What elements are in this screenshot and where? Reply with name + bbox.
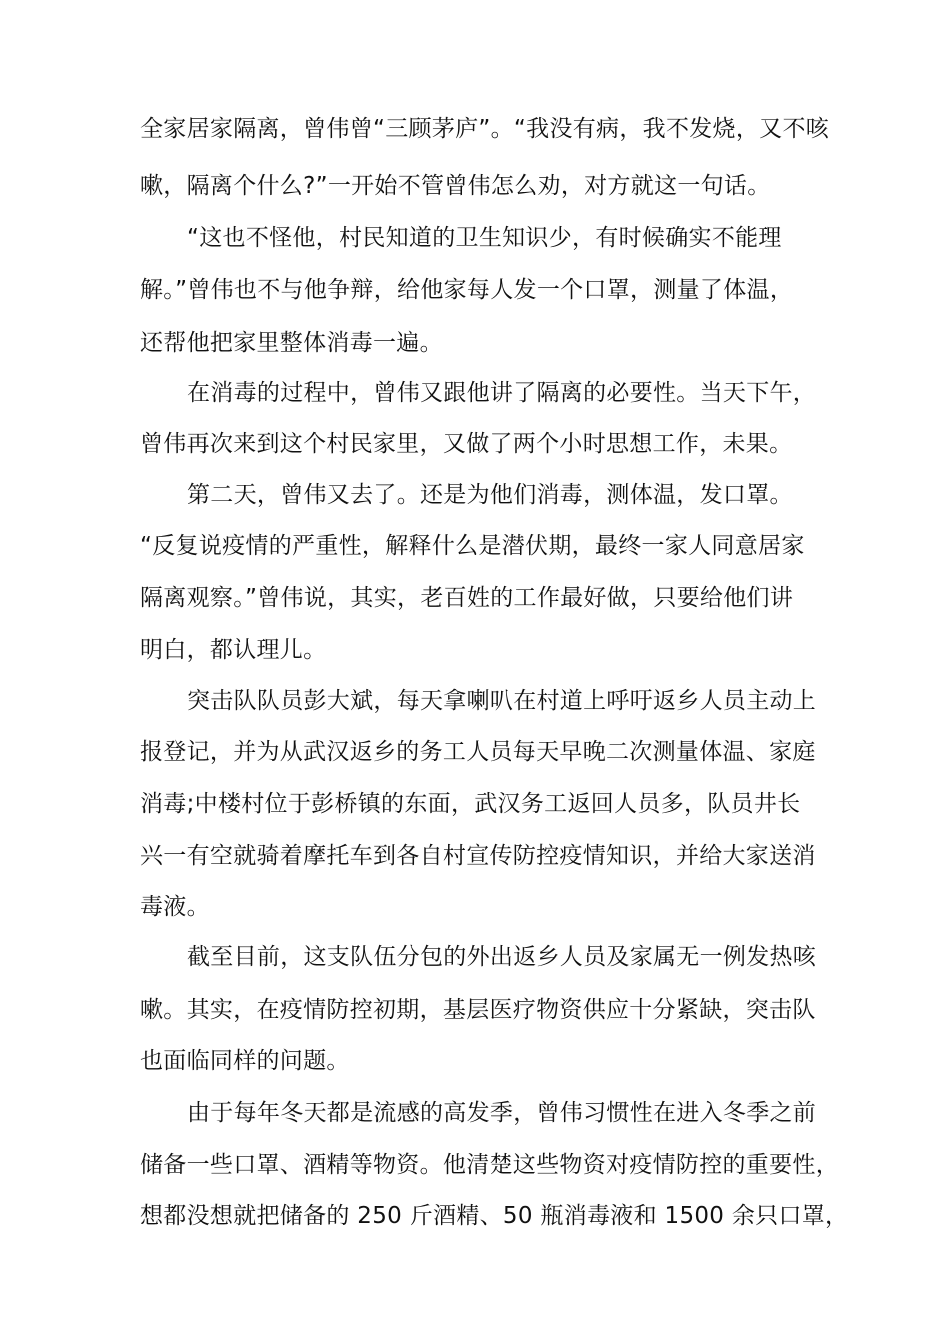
text-line: 储备一些口罩、酒精等物资。他清楚这些物资对疫情防控的重要性， (140, 1152, 839, 1178)
text-line: “反复说疫情的严重性，解释什么是潜伏期，最终一家人同意居家 (140, 533, 805, 559)
text-line: 报登记，并为从武汉返乡的务工人员每天早晚二次测量体温、家庭 (140, 739, 816, 765)
text-line: 还帮他把家里整体消毒一遍。 (140, 330, 443, 356)
text-line: 由于每年冬天都是流感的高发季，曾伟习惯性在进入冬季之前 (187, 1100, 817, 1126)
text-line: 嗽。其实，在疫情防控初期，基层医疗物资供应十分紧缺，突击队 (140, 997, 816, 1023)
text-line: 解。”曾伟也不与他争辩，给他家每人发一个口罩，测量了体温， (140, 277, 794, 303)
text-line: 明白，都认理儿。 (140, 637, 327, 663)
text-line: 曾伟再次来到这个村民家里，又做了两个小时思想工作，未果。 (140, 431, 793, 457)
text-line: 想都没想就把储备的 250 斤酒精、50 瓶消毒液和 1500 余只口罩， (140, 1203, 849, 1229)
text-line: 第二天，曾伟又去了。还是为他们消毒，测体温，发口罩。 (187, 482, 793, 508)
text-line: 兴一有空就骑着摩托车到各自村宣传防控疫情知识，并给大家送消 (140, 843, 816, 869)
text-line: 全家居家隔离，曾伟曾“三顾茅庐”。“我没有病，我不发烧，又不咳 (140, 116, 830, 142)
text-line: 截至目前，这支队伍分包的外出返乡人员及家属无一例发热咳 (187, 944, 817, 970)
text-line: 也面临同样的问题。 (140, 1048, 350, 1074)
text-line: 突击队队员彭大斌，每天拿喇叭在村道上呼吁返乡人员主动上 (187, 688, 817, 714)
text-line: 在消毒的过程中，曾伟又跟他讲了隔离的必要性。当天下午， (187, 380, 817, 406)
text-line: 毒液。 (140, 894, 210, 920)
text-line: “这也不怪他，村民知道的卫生知识少，有时候确实不能理 (187, 225, 782, 251)
text-line: 嗽，隔离个什么?”一开始不管曾伟怎么劝，对方就这一句话。 (140, 173, 771, 199)
text-line: 隔离观察。”曾伟说，其实，老百姓的工作最好做，只要给他们讲 (140, 585, 794, 611)
text-line: 消毒;中楼村位于彭桥镇的东面，武汉务工返回人员多，队员井长 (140, 791, 801, 817)
